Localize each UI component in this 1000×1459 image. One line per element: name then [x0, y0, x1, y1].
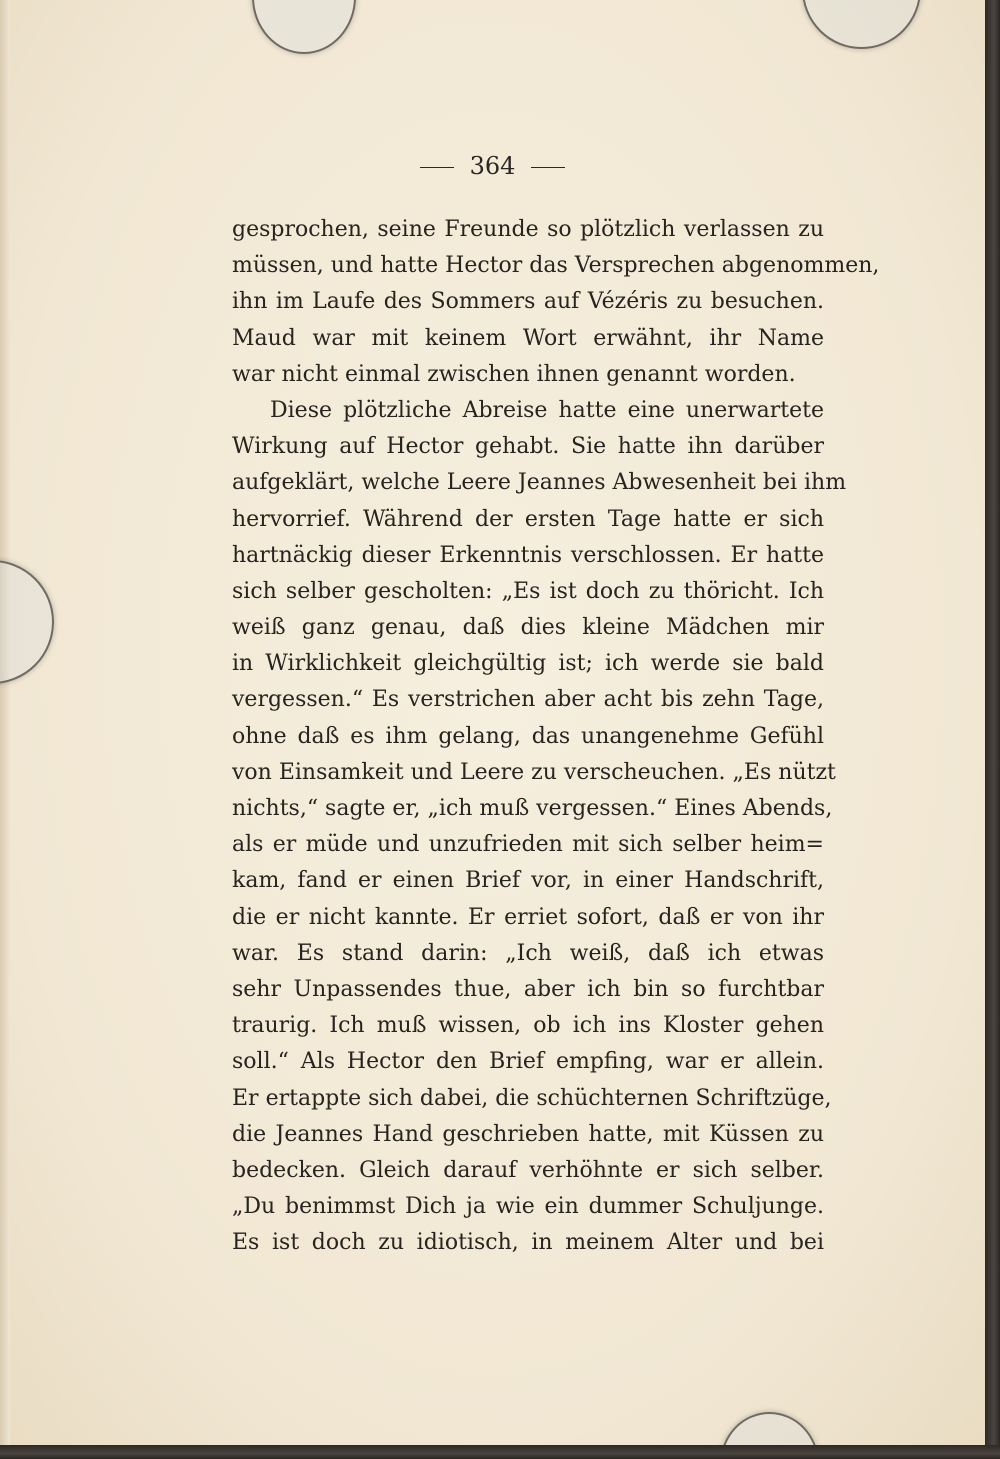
scanner-edge-bottom: [0, 1445, 1000, 1459]
text-line: sehr Unpassendes thue, aber ich bin so furchtbar: [232, 976, 824, 1002]
body-text: [232, 212, 880, 1261]
text-line: hervorrief. Während der ersten Tage hatte er sich: [232, 506, 824, 532]
text-line: kam, fand er einen Brief vor, in einer Handschrift,: [232, 868, 824, 894]
text-line: Wirkung auf Hector gehabt. Sie hatte ihn darüber: [232, 434, 824, 460]
text-line: als er müde und unzufrieden mit sich selber heim=: [232, 832, 824, 858]
text-line: hartnäckig dieser Erkenntnis verschlossen. Er hatte: [232, 542, 824, 568]
text-line: müssen, und hatte Hector das Versprechen abgenommen,: [232, 253, 880, 279]
text-line: bedecken. Gleich darauf verhöhnte er sich selber.: [232, 1157, 824, 1183]
text-line: soll.“ Als Hector den Brief empfing, war er allein.: [232, 1049, 824, 1075]
text-line: weiß ganz genau, daß dies kleine Mädchen mir: [232, 615, 824, 641]
text-line: die Jeannes Hand geschrieben hatte, mit Küssen zu: [232, 1121, 824, 1147]
text-line: sich selber gescholten: „Es ist doch zu thöricht. Ich: [232, 578, 824, 604]
text-line: ihn im Laufe des Sommers auf Vézéris zu besuchen.: [232, 289, 824, 315]
text-line: vergessen.“ Es verstrichen aber acht bis zehn Tage,: [232, 687, 824, 713]
page-left-edge: [0, 0, 10, 1445]
text-line: Diese plötzliche Abreise hatte eine unerwartete: [270, 397, 824, 423]
text-line: Es ist doch zu idiotisch, in meinem Alter und bei: [232, 1230, 824, 1256]
text-line: die er nicht kannte. Er erriet sofort, daß er von ihr: [232, 904, 824, 930]
page-number: 364: [469, 152, 516, 180]
text-line: ohne daß es ihm gelang, das unangenehme Gefühl: [232, 723, 824, 749]
text-line: traurig. Ich muß wissen, ob ich ins Kloster gehen: [232, 1013, 824, 1039]
text-line: war. Es stand darin: „Ich weiß, daß ich etwas: [232, 940, 824, 966]
text-line: aufgeklärt, welche Leere Jeannes Abwesenheit bei ihm: [232, 470, 847, 496]
text-line: gesprochen, seine Freunde so plötzlich verlassen zu: [232, 217, 824, 242]
text-line: Maud war mit keinem Wort erwähnt, ihr Name: [232, 325, 824, 351]
text-line: „Du benimmst Dich ja wie ein dummer Schuljunge.: [232, 1194, 824, 1220]
text-line: nichts,“ sagte er, „ich muß vergessen.“ Eines Abends,: [232, 796, 833, 821]
text-line: war nicht einmal zwischen ihnen genannt worden.: [232, 361, 796, 387]
text-line: Er ertappte sich dabei, die schüchternen Schriftzüge,: [232, 1085, 832, 1111]
text-line: in Wirklichkeit gleichgültig ist; ich werde sie bald: [232, 651, 824, 677]
text-line: von Einsamkeit und Leere zu verscheuchen. „Es nützt: [232, 759, 836, 785]
scanner-edge-right: [985, 0, 1000, 1459]
page-header: [0, 152, 985, 180]
header-dash-left: [420, 167, 454, 168]
header-dash-right: [531, 167, 565, 168]
